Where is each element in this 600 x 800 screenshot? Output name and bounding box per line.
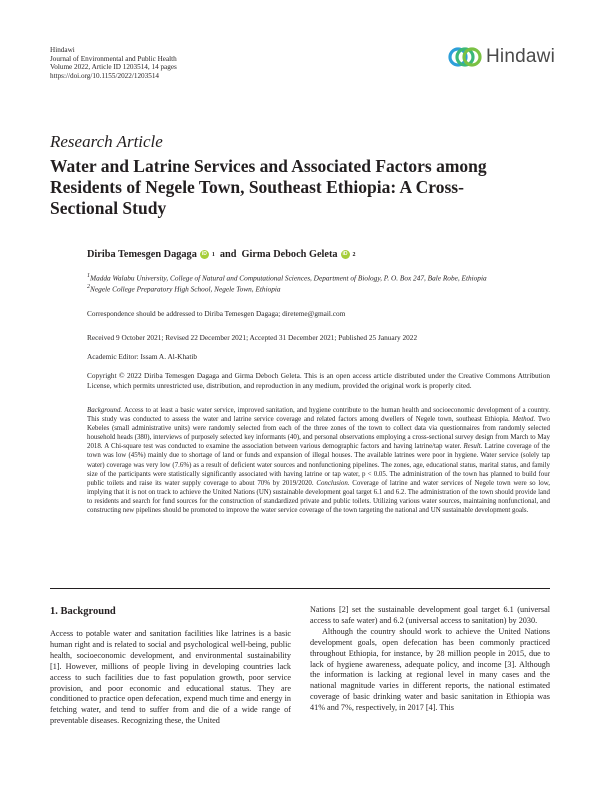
author-name[interactable]: Girma Deboch Geleta [241, 249, 338, 260]
hindawi-logo[interactable] [448, 44, 555, 70]
body-column-right [310, 605, 550, 714]
abstract-label: Result. [463, 443, 483, 451]
abstract-label: Background. [87, 407, 123, 414]
body-paragraph: Access to potable water and sanitation facilities like latrines is a basic human right and is related to social and psychological well-being, public health, socioeconomic development, and environmental sustainability [1]. However, millions of people living in developing countries lack access to such facilities due to fast population growth, poor service provision, and poor economic and educational status. They are conditioned to practice open defecation, expend much time and energy in fetching water, and tend to suffer from and die of a wide range of preventable diseases. Recognizing these, the United [50, 629, 291, 726]
logo-wordmark: Hindawi [486, 46, 555, 67]
body-paragraph: Nations [2] set the sustainable development goal target 6.1 (universal access to safe water) and 6.2 (universal access to sanitation) by 2030. [310, 605, 550, 625]
abstract [87, 406, 550, 515]
correspondence: Correspondence should be addressed to Diriba Temesgen Dagaga; direteme@gmail.com [87, 309, 346, 318]
author-affiliation-mark: 2 [352, 251, 356, 258]
academic-editor: Academic Editor: Issam A. Al-Khatib [87, 352, 198, 361]
authors-join: and [219, 249, 237, 260]
body-column-left [50, 629, 291, 727]
journal-meta [50, 46, 177, 80]
hindawi-rings-logo-icon [448, 44, 482, 70]
article-type: Research Article [50, 132, 163, 151]
affiliation-item: $^2$Negele College Preparatory High School, Negele Town, Ethiopia [87, 283, 281, 294]
affiliations [87, 272, 547, 294]
author-name[interactable]: Diriba Temesgen Dagaga [87, 249, 197, 260]
publisher-name: Hindawi [50, 46, 75, 54]
abstract-text: Coverage of latrine and water services of Negele town were so low, implying that it is not on track to achieve the United Nations (UN) sustainable development goal target 6.1 and 6.2. The administration of the town should provide land to residents and search for fund sources for the construction of standardized private and public toilets. Utilizing various water sources, maintaining nonfunctional, and constructing new pipelines should be promoted to improve the water service coverage of the town targeting the national and UN sustainable development goals. [87, 479, 550, 515]
abstract-text: Access to at least a basic water service, improved sanitation, and hygiene contribute to the human health and socioeconomic development of a country. This study was conducted to assess the water and latrine service coverage and related factors among dwellers of Negele town, southeast Ethiopia. [87, 407, 550, 424]
body-paragraph: Although the country should work to achieve the United Nations development goals, open defecation has been commonly practiced throughout Ethiopia, for instance, by 28 million people in 2015, due to lack of hygiene awareness, adequate policy, and income [3]. Although the information is lacking at regional level in many cases and the national magnitude varies in different reports, the national estimated coverage of basic drinking water and basic sanitation in Ethiopia was 41% and 7%, respectively, in 2017 [4]. This [310, 626, 550, 713]
divider [50, 588, 550, 589]
affiliation-item: $^1$Madda Walabu University, College of Natural and Computational Sciences, Department of Biology, P. O. Box 247, Bale Robe, Ethiopia [87, 273, 487, 283]
volume-info: Volume 2022, Article ID 1203514, 14 pages [50, 63, 177, 72]
section-heading: 1. Background [50, 606, 116, 617]
doi-link[interactable]: https://doi.org/10.1155/2022/1203514 [50, 71, 160, 80]
journal-name: Journal of Environmental and Public Health [50, 54, 177, 63]
copyright-notice: Copyright © 2022 Diriba Temesgen Dagaga and Girma Deboch Geleta. This is an open access article distributed under the Creative Commons Attribution License, which permits unrestricted use, distribution, and reproduction in any medium, provided the original work is properly cited. [87, 371, 550, 390]
author-affiliation-mark: 1 [211, 251, 215, 258]
abstract-text: Latrine coverage of the town was low (45%) mainly due to shortage of land or funds and expansion of illegal houses. The available latrines were poor in hygiene. Water service (solely tap water) coverage was very low (7.6%) as a result of deficient water sources and nonfunctioning pipelines. The zones, age, educational status, marital status, and family size of the participants were statistically significantly associated with having latrine or tap water, p < 0.05. The administration of the town has planned to build four public toilets and raise its water supply coverage to about 70% by 2019/2020. [87, 443, 550, 487]
abstract-text: Two Kebeles (small administrative units) were randomly selected from each of the three zones of the town to collect data via questionnaires from randomly selected household heads (380), interviews of purposely selected key informants (40), and personal observations employing a cross-sectional survey design from March to May 2018. A Chi-square test was conducted to examine the association between various demographic factors and having latrine/tap water. [87, 416, 550, 451]
abstract-label: Method. [512, 416, 536, 424]
publication-dates: Received 9 October 2021; Revised 22 December 2021; Accepted 31 December 2021; Published 25 January 2022 [87, 333, 418, 342]
abstract-label: Conclusion. [316, 479, 350, 487]
orcid-icon[interactable]: iD [201, 251, 207, 257]
orcid-icon[interactable]: iD [342, 251, 348, 257]
article-title: Water and Latrine Services and Associated Factors among Residents of Negele Town, Southeast Ethiopia: A Cross-Sectional Study [50, 156, 487, 218]
author-list [87, 249, 356, 260]
